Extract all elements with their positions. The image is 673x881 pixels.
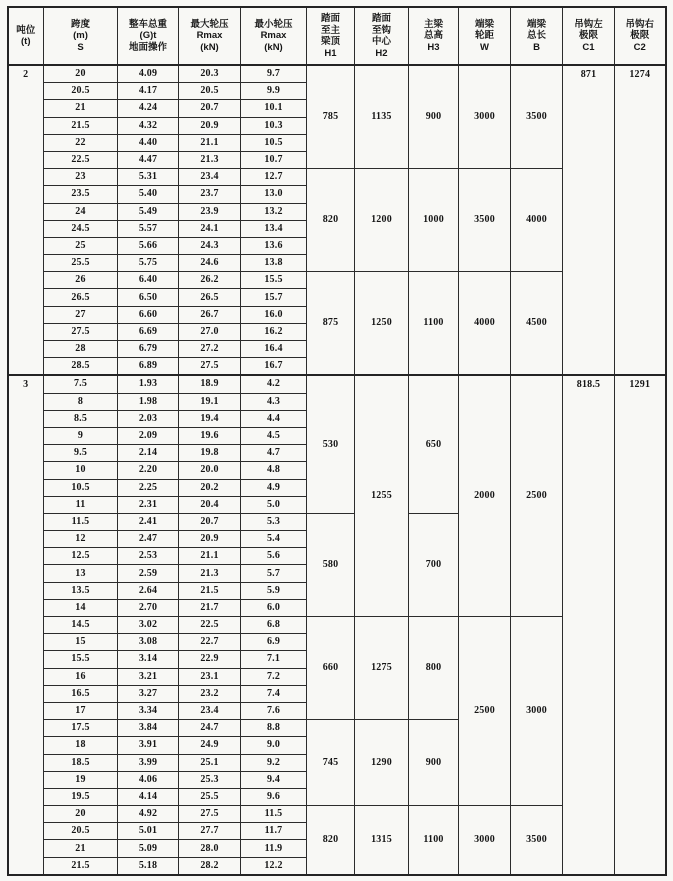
span-cell: 22: [44, 134, 118, 151]
rmin-cell: 16.4: [241, 341, 307, 358]
rmin-cell: 13.2: [241, 203, 307, 220]
rmin-cell: 13.6: [241, 237, 307, 254]
rmin-cell: 12.2: [241, 857, 307, 875]
span-cell: 9: [44, 427, 118, 444]
rmin-cell: 4.8: [241, 462, 307, 479]
table-row: [8, 65, 666, 83]
weight-cell: 2.59: [118, 565, 179, 582]
weight-cell: 4.32: [118, 117, 179, 134]
rmin-cell: 5.9: [241, 582, 307, 599]
rmin-cell: 13.0: [241, 186, 307, 203]
span-cell: 25.5: [44, 255, 118, 272]
rmax-cell: 20.7: [179, 100, 241, 117]
rmin-cell: 10.1: [241, 100, 307, 117]
h2-cell: 1275: [355, 617, 409, 720]
rmax-cell: 20.5: [179, 83, 241, 100]
rmax-cell: 24.9: [179, 737, 241, 754]
weight-cell: 6.40: [118, 272, 179, 289]
span-cell: 23: [44, 169, 118, 186]
span-cell: 22.5: [44, 151, 118, 168]
b-cell: 3500: [511, 806, 563, 875]
span-cell: 28: [44, 341, 118, 358]
col-header-span: 跨度 (m) S: [44, 7, 118, 65]
rmin-cell: 7.4: [241, 685, 307, 702]
rmax-cell: 20.0: [179, 462, 241, 479]
h2-cell: 1250: [355, 272, 409, 376]
rmax-cell: 23.2: [179, 685, 241, 702]
h2-cell: 1135: [355, 65, 409, 169]
h2-cell: 1290: [355, 720, 409, 806]
table-row: [8, 375, 666, 393]
span-cell: 15.5: [44, 651, 118, 668]
rmax-cell: 25.5: [179, 788, 241, 805]
rmin-cell: 9.0: [241, 737, 307, 754]
col-header-max-wheel-load: 最大轮压 Rmax (kN): [179, 7, 241, 65]
span-cell: 14: [44, 599, 118, 616]
crane-spec-table: [7, 6, 667, 876]
span-cell: 13: [44, 565, 118, 582]
rmax-cell: 28.0: [179, 840, 241, 857]
rmin-cell: 13.8: [241, 255, 307, 272]
rmax-cell: 22.7: [179, 634, 241, 651]
rmin-cell: 13.4: [241, 220, 307, 237]
rmax-cell: 20.3: [179, 65, 241, 83]
rmin-cell: 11.7: [241, 823, 307, 840]
c2-cell: 1291: [615, 375, 666, 874]
rmax-cell: 20.9: [179, 117, 241, 134]
w-cell: 3000: [459, 806, 511, 875]
b-cell: 4000: [511, 169, 563, 272]
weight-cell: 5.66: [118, 237, 179, 254]
weight-cell: 4.09: [118, 65, 179, 83]
rmin-cell: 11.9: [241, 840, 307, 857]
rmin-cell: 4.4: [241, 410, 307, 427]
c1-cell: 871: [563, 65, 615, 375]
rmin-cell: 4.7: [241, 445, 307, 462]
rmax-cell: 27.5: [179, 358, 241, 376]
weight-cell: 4.24: [118, 100, 179, 117]
rmin-cell: 4.5: [241, 427, 307, 444]
h1-cell: 580: [307, 513, 355, 616]
weight-cell: 5.57: [118, 220, 179, 237]
weight-cell: 4.92: [118, 806, 179, 823]
c1-cell: 818.5: [563, 375, 615, 874]
rmax-cell: 21.5: [179, 582, 241, 599]
span-cell: 10: [44, 462, 118, 479]
span-cell: 12.5: [44, 548, 118, 565]
span-cell: 26.5: [44, 289, 118, 306]
rmin-cell: 9.7: [241, 65, 307, 83]
rmin-cell: 16.0: [241, 306, 307, 323]
weight-cell: 5.18: [118, 857, 179, 875]
w-cell: 3000: [459, 65, 511, 169]
weight-cell: 3.21: [118, 668, 179, 685]
span-cell: 17.5: [44, 720, 118, 737]
weight-cell: 6.50: [118, 289, 179, 306]
w-cell: 2000: [459, 375, 511, 616]
rmin-cell: 6.8: [241, 617, 307, 634]
weight-cell: 2.14: [118, 445, 179, 462]
weight-cell: 2.25: [118, 479, 179, 496]
rmin-cell: 4.3: [241, 393, 307, 410]
span-cell: 14.5: [44, 617, 118, 634]
h2-cell: 1200: [355, 169, 409, 272]
rmin-cell: 7.6: [241, 702, 307, 719]
rmin-cell: 10.3: [241, 117, 307, 134]
span-cell: 28.5: [44, 358, 118, 376]
span-cell: 25: [44, 237, 118, 254]
rmax-cell: 21.1: [179, 134, 241, 151]
rmin-cell: 9.2: [241, 754, 307, 771]
c2-cell: 1274: [615, 65, 666, 375]
col-header-b: 端梁 总长 B: [511, 7, 563, 65]
b-cell: 2500: [511, 375, 563, 616]
weight-cell: 3.27: [118, 685, 179, 702]
rmax-cell: 19.6: [179, 427, 241, 444]
rmax-cell: 27.2: [179, 341, 241, 358]
h1-cell: 785: [307, 65, 355, 169]
rmax-cell: 20.2: [179, 479, 241, 496]
col-header-h3: 主梁 总高 H3: [409, 7, 459, 65]
rmax-cell: 21.1: [179, 548, 241, 565]
b-cell: 3500: [511, 65, 563, 169]
b-cell: 4500: [511, 272, 563, 376]
span-cell: 16.5: [44, 685, 118, 702]
rmax-cell: 19.1: [179, 393, 241, 410]
w-cell: 3500: [459, 169, 511, 272]
span-cell: 8.5: [44, 410, 118, 427]
rmax-cell: 24.7: [179, 720, 241, 737]
weight-cell: 6.79: [118, 341, 179, 358]
rmin-cell: 6.9: [241, 634, 307, 651]
tonnage-cell: 3: [8, 375, 44, 874]
span-cell: 12: [44, 531, 118, 548]
rmax-cell: 26.2: [179, 272, 241, 289]
tonnage-cell: 2: [8, 65, 44, 375]
span-cell: 23.5: [44, 186, 118, 203]
rmax-cell: 28.2: [179, 857, 241, 875]
weight-cell: 4.40: [118, 134, 179, 151]
rmax-cell: 25.3: [179, 771, 241, 788]
span-cell: 21: [44, 100, 118, 117]
weight-cell: 5.40: [118, 186, 179, 203]
weight-cell: 4.17: [118, 83, 179, 100]
weight-cell: 6.69: [118, 323, 179, 340]
rmin-cell: 5.7: [241, 565, 307, 582]
rmax-cell: 22.5: [179, 617, 241, 634]
rmax-cell: 23.4: [179, 169, 241, 186]
weight-cell: 6.89: [118, 358, 179, 376]
h2-cell: 1255: [355, 375, 409, 616]
span-cell: 27.5: [44, 323, 118, 340]
h3-cell: 800: [409, 617, 459, 720]
span-cell: 18.5: [44, 754, 118, 771]
h3-cell: 1100: [409, 806, 459, 875]
weight-cell: 2.09: [118, 427, 179, 444]
weight-cell: 2.64: [118, 582, 179, 599]
span-cell: 7.5: [44, 375, 118, 393]
weight-cell: 3.91: [118, 737, 179, 754]
rmin-cell: 16.2: [241, 323, 307, 340]
rmin-cell: 12.7: [241, 169, 307, 186]
h1-cell: 660: [307, 617, 355, 720]
weight-cell: 2.20: [118, 462, 179, 479]
rmax-cell: 19.8: [179, 445, 241, 462]
col-header-h1: 踏面 至主 梁顶 H1: [307, 7, 355, 65]
span-cell: 8: [44, 393, 118, 410]
weight-cell: 5.49: [118, 203, 179, 220]
rmin-cell: 7.1: [241, 651, 307, 668]
weight-cell: 3.14: [118, 651, 179, 668]
rmin-cell: 11.5: [241, 806, 307, 823]
rmin-cell: 5.3: [241, 513, 307, 530]
rmin-cell: 16.7: [241, 358, 307, 376]
weight-cell: 4.47: [118, 151, 179, 168]
rmax-cell: 20.9: [179, 531, 241, 548]
h1-cell: 820: [307, 806, 355, 875]
span-cell: 20.5: [44, 83, 118, 100]
weight-cell: 3.84: [118, 720, 179, 737]
span-cell: 18: [44, 737, 118, 754]
rmax-cell: 27.7: [179, 823, 241, 840]
span-cell: 10.5: [44, 479, 118, 496]
weight-cell: 2.41: [118, 513, 179, 530]
span-cell: 20: [44, 806, 118, 823]
weight-cell: 1.93: [118, 375, 179, 393]
rmax-cell: 19.4: [179, 410, 241, 427]
h3-cell: 900: [409, 720, 459, 806]
rmin-cell: 5.0: [241, 496, 307, 513]
rmin-cell: 5.6: [241, 548, 307, 565]
col-header-total-weight: 整车总重 (G)t 地面操作: [118, 7, 179, 65]
rmin-cell: 10.5: [241, 134, 307, 151]
h2-cell: 1315: [355, 806, 409, 875]
rmax-cell: 25.1: [179, 754, 241, 771]
weight-cell: 2.47: [118, 531, 179, 548]
rmax-cell: 27.5: [179, 806, 241, 823]
h3-cell: 700: [409, 513, 459, 616]
w-cell: 4000: [459, 272, 511, 376]
h1-cell: 820: [307, 169, 355, 272]
span-cell: 24.5: [44, 220, 118, 237]
weight-cell: 5.75: [118, 255, 179, 272]
rmin-cell: 6.0: [241, 599, 307, 616]
rmax-cell: 24.6: [179, 255, 241, 272]
h3-cell: 1100: [409, 272, 459, 376]
weight-cell: 3.99: [118, 754, 179, 771]
rmin-cell: 8.8: [241, 720, 307, 737]
col-header-min-wheel-load: 最小轮压 Rmax (kN): [241, 7, 307, 65]
weight-cell: 2.03: [118, 410, 179, 427]
span-cell: 20: [44, 65, 118, 83]
span-cell: 11: [44, 496, 118, 513]
weight-cell: 6.60: [118, 306, 179, 323]
weight-cell: 3.34: [118, 702, 179, 719]
col-header-c1: 吊钩左 极限 C1: [563, 7, 615, 65]
rmin-cell: 15.7: [241, 289, 307, 306]
span-cell: 13.5: [44, 582, 118, 599]
weight-cell: 1.98: [118, 393, 179, 410]
h3-cell: 650: [409, 375, 459, 513]
weight-cell: 2.31: [118, 496, 179, 513]
h1-cell: 875: [307, 272, 355, 376]
rmin-cell: 15.5: [241, 272, 307, 289]
span-cell: 21.5: [44, 117, 118, 134]
span-cell: 20.5: [44, 823, 118, 840]
rmax-cell: 20.7: [179, 513, 241, 530]
weight-cell: 4.06: [118, 771, 179, 788]
span-cell: 9.5: [44, 445, 118, 462]
rmax-cell: 20.4: [179, 496, 241, 513]
col-header-w: 端梁 轮距 W: [459, 7, 511, 65]
rmax-cell: 24.3: [179, 237, 241, 254]
h3-cell: 900: [409, 65, 459, 169]
rmax-cell: 21.3: [179, 565, 241, 582]
rmax-cell: 27.0: [179, 323, 241, 340]
weight-cell: 5.31: [118, 169, 179, 186]
span-cell: 16: [44, 668, 118, 685]
rmin-cell: 10.7: [241, 151, 307, 168]
rmin-cell: 4.2: [241, 375, 307, 393]
span-cell: 11.5: [44, 513, 118, 530]
span-cell: 21: [44, 840, 118, 857]
b-cell: 3000: [511, 617, 563, 806]
span-cell: 21.5: [44, 857, 118, 875]
weight-cell: 3.02: [118, 617, 179, 634]
rmax-cell: 26.5: [179, 289, 241, 306]
span-cell: 17: [44, 702, 118, 719]
rmax-cell: 23.1: [179, 668, 241, 685]
span-cell: 19: [44, 771, 118, 788]
rmin-cell: 9.4: [241, 771, 307, 788]
w-cell: 2500: [459, 617, 511, 806]
h1-cell: 530: [307, 375, 355, 513]
span-cell: 26: [44, 272, 118, 289]
weight-cell: 3.08: [118, 634, 179, 651]
h3-cell: 1000: [409, 169, 459, 272]
weight-cell: 2.70: [118, 599, 179, 616]
rmin-cell: 5.4: [241, 531, 307, 548]
weight-cell: 4.14: [118, 788, 179, 805]
col-header-c2: 吊钩右 极限 C2: [615, 7, 666, 65]
weight-cell: 5.01: [118, 823, 179, 840]
span-cell: 19.5: [44, 788, 118, 805]
span-cell: 24: [44, 203, 118, 220]
weight-cell: 2.53: [118, 548, 179, 565]
rmax-cell: 23.7: [179, 186, 241, 203]
rmin-cell: 4.9: [241, 479, 307, 496]
col-header-tonnage: 吨位 (t): [8, 7, 44, 65]
col-header-h2: 踏面 至钩 中心 H2: [355, 7, 409, 65]
h1-cell: 745: [307, 720, 355, 806]
rmin-cell: 9.9: [241, 83, 307, 100]
span-cell: 27: [44, 306, 118, 323]
rmax-cell: 24.1: [179, 220, 241, 237]
rmax-cell: 22.9: [179, 651, 241, 668]
rmax-cell: 23.4: [179, 702, 241, 719]
weight-cell: 5.09: [118, 840, 179, 857]
rmax-cell: 21.3: [179, 151, 241, 168]
rmin-cell: 7.2: [241, 668, 307, 685]
rmax-cell: 21.7: [179, 599, 241, 616]
rmax-cell: 26.7: [179, 306, 241, 323]
rmax-cell: 23.9: [179, 203, 241, 220]
span-cell: 15: [44, 634, 118, 651]
rmax-cell: 18.9: [179, 375, 241, 393]
header-row: [8, 7, 666, 65]
rmin-cell: 9.6: [241, 788, 307, 805]
